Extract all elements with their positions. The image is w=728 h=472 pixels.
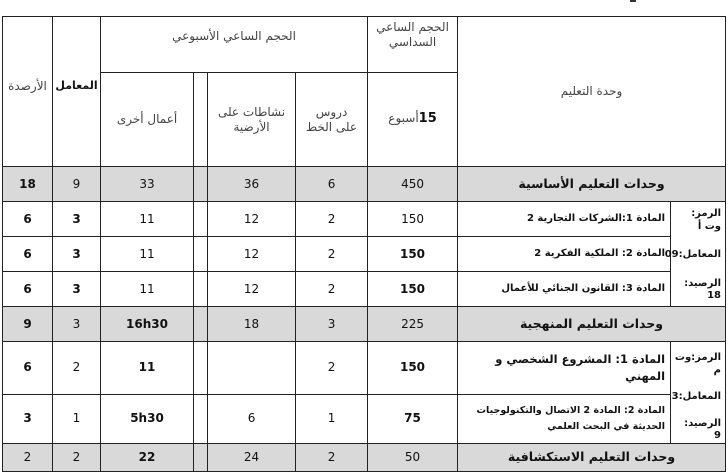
subject-empty-cell [194, 202, 208, 237]
unit-name: وحدات التعليم المنهجية [458, 307, 726, 342]
subject-semester-hours: 150 [368, 272, 458, 307]
subject-coefficient: 3 [53, 272, 101, 307]
unit-semester-hours: 225 [368, 307, 458, 342]
unit-credits: 18 [3, 167, 53, 202]
unit-coefficient: 9 [53, 167, 101, 202]
unit-semester-hours: 50 [368, 443, 458, 471]
header-online-lessons-text: دروس على الخط [305, 104, 358, 134]
unit-code-coefficient: المعامل:09 [664, 249, 722, 260]
header-weeks-label: أسبوع [388, 111, 419, 126]
unit-code-cell [664, 202, 726, 307]
header-weekly-hours: الحجم الساعي الأسبوعي [101, 17, 368, 73]
unit-online-lessons: 3 [296, 307, 368, 342]
subject-semester-hours: 150 [368, 342, 458, 395]
subject-name: المادة 2: الملكية الفكرية 2 [458, 237, 671, 272]
header-weeks-number: 15 [418, 111, 437, 127]
subject-semester-hours: 150 [368, 202, 458, 237]
unit-code-credit: الرصيد: 18 [684, 277, 722, 301]
header-coefficient: المعامل [53, 17, 101, 167]
subject-coefficient: 3 [53, 202, 101, 237]
subject-name: المادة 1:الشركات التجارية 2 [458, 202, 671, 237]
teaching-units-table [2, 16, 726, 472]
subject-other-work: 11 [101, 202, 194, 237]
subject-platform-activities: 12 [208, 272, 296, 307]
subject-credits: 6 [3, 272, 53, 307]
subject-semester-hours: 150 [368, 237, 458, 272]
unit-code-coefficient: المعامل:3 [671, 391, 722, 402]
subject-empty-cell [194, 342, 208, 395]
subject-coefficient: 2 [53, 342, 101, 395]
subject-row [3, 237, 726, 272]
subject-platform-activities: 6 [208, 394, 296, 443]
header-weeks [368, 73, 458, 167]
subject-platform-activities: 12 [208, 237, 296, 272]
unit-row-exploratory [3, 443, 726, 471]
subject-platform-activities: 12 [208, 202, 296, 237]
subject-empty-cell [194, 394, 208, 443]
unit-credits: 2 [3, 443, 53, 471]
unit-code: الرمز:وت م [674, 352, 722, 376]
unit-code-cell [671, 342, 726, 444]
header-semester-hours [368, 17, 458, 73]
header-platform-activities [208, 73, 296, 167]
header-empty-column [194, 73, 208, 167]
unit-empty-cell [194, 307, 208, 342]
header-semester-hours-text: الحجم الساعي السداسي [376, 20, 449, 49]
unit-other-work: 16h30 [101, 307, 194, 342]
unit-credits: 9 [3, 307, 53, 342]
unit-online-lessons: 6 [296, 167, 368, 202]
header-credits: الأرصدة [3, 17, 53, 167]
subject-name: المادة 1: المشروع الشخصي و المهني [458, 342, 671, 395]
subject-row [3, 202, 726, 237]
subject-online-lessons: 2 [296, 272, 368, 307]
unit-platform-activities: 24 [208, 443, 296, 471]
subject-credits: 6 [3, 237, 53, 272]
unit-code-credit: الرصيد: 9 [684, 417, 722, 441]
header-teaching-unit: وحدة التعليم [458, 17, 726, 167]
header-platform-activities-text: نشاطات على الأرضية [217, 104, 286, 134]
unit-row-methodological [3, 307, 726, 342]
header-row-top [3, 17, 726, 73]
subject-name: المادة 2: المادة 2 الاتصال والتكنولوجيات الحديثة في البحث العلمي [458, 394, 671, 443]
subject-coefficient: 1 [53, 394, 101, 443]
subject-row [3, 272, 726, 307]
subject-credits: 6 [3, 202, 53, 237]
header-other-work: أعمال أخرى [101, 73, 194, 167]
subject-row [3, 394, 726, 443]
subject-coefficient: 3 [53, 237, 101, 272]
subject-online-lessons: 2 [296, 342, 368, 395]
unit-platform-activities: 18 [208, 307, 296, 342]
unit-name: وحدات التعليم الاستكشافية [458, 443, 726, 471]
subject-other-work: 11 [101, 272, 194, 307]
unit-name: وحدات التعليم الأساسية [458, 167, 726, 202]
subject-other-work: 5h30 [101, 394, 194, 443]
unit-coefficient: 3 [53, 307, 101, 342]
subject-other-work: 11 [101, 237, 194, 272]
header-online-lessons [296, 73, 368, 167]
subject-credits: 3 [3, 394, 53, 443]
unit-other-work: 33 [101, 167, 194, 202]
unit-empty-cell [194, 167, 208, 202]
subject-online-lessons: 1 [296, 394, 368, 443]
page-top-mark [630, 0, 636, 2]
subject-platform-activities [208, 342, 296, 395]
unit-code: الرمز: وت أ [691, 208, 722, 232]
unit-online-lessons: 2 [296, 443, 368, 471]
unit-other-work: 22 [101, 443, 194, 471]
subject-online-lessons: 2 [296, 202, 368, 237]
subject-other-work: 11 [101, 342, 194, 395]
unit-semester-hours: 450 [368, 167, 458, 202]
subject-semester-hours: 75 [368, 394, 458, 443]
unit-platform-activities: 36 [208, 167, 296, 202]
subject-empty-cell [194, 237, 208, 272]
subject-online-lessons: 2 [296, 237, 368, 272]
subject-credits: 6 [3, 342, 53, 395]
subject-row [3, 342, 726, 395]
subject-empty-cell [194, 272, 208, 307]
unit-empty-cell [194, 443, 208, 471]
subject-name: المادة 3: القانون الجنائي للأعمال [458, 272, 671, 307]
unit-coefficient: 2 [53, 443, 101, 471]
unit-row-fundamental [3, 167, 726, 202]
